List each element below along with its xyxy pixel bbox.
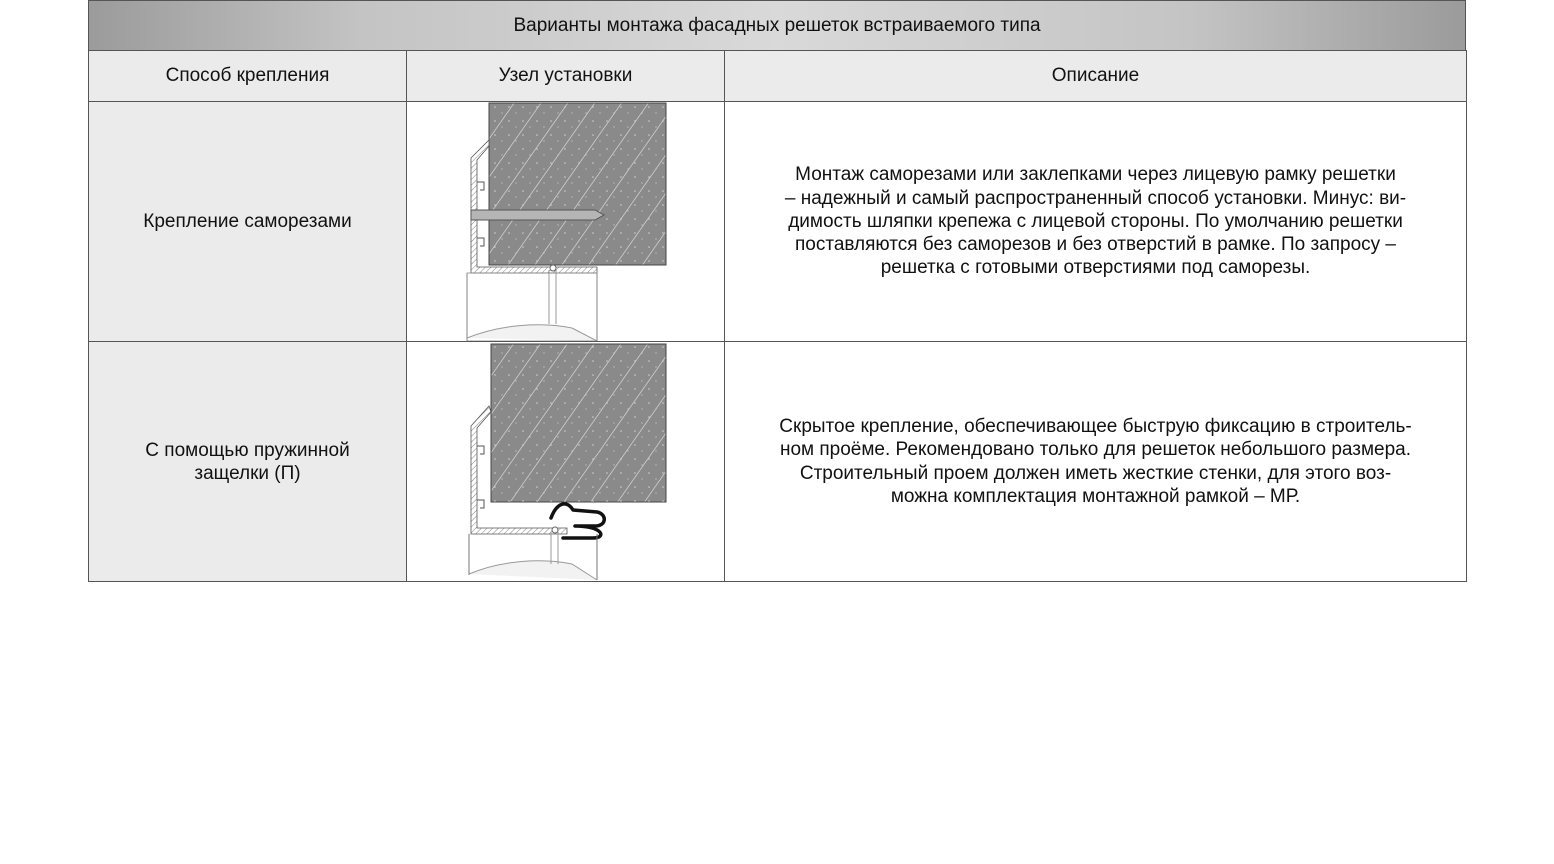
description-cell — [725, 342, 1467, 582]
table-row — [89, 102, 1467, 342]
description-line: Монтаж саморезами или заклепками через лицевую рамку решетки — [795, 164, 1396, 186]
header-row — [89, 51, 1467, 102]
screw-mount-diagram — [407, 102, 725, 341]
spring-latch-diagram — [407, 342, 725, 581]
description-line: димость шляпки крепежа с лицевой стороны. По умолчанию решетки — [788, 210, 1403, 232]
description-line: Строительный проем должен иметь жесткие стенки, для этого воз- — [799, 462, 1392, 484]
node-cell — [407, 342, 725, 582]
description-line: поставляются без саморезов и без отверстий в рамке. По запросу – — [794, 234, 1397, 256]
mounting-options-table — [88, 50, 1467, 582]
method-cell — [89, 102, 407, 342]
table-title: Варианты монтажа фасадных решеток встраиваемого типа — [88, 0, 1466, 50]
header-description: Описание — [725, 51, 1467, 102]
header-method: Способ крепления — [89, 51, 407, 102]
table-row — [89, 342, 1467, 582]
node-cell — [407, 102, 725, 342]
description-line: ном проёме. Рекомендовано только для решеток небольшого размера. — [779, 439, 1412, 461]
description-line: можна комплектация монтажной рамкой – МР. — [890, 485, 1301, 507]
header-node: Узел установки — [407, 51, 725, 102]
method-label: С помощью пружинной — [145, 439, 350, 461]
description-line: Скрытое крепление, обеспечивающее быструю фиксацию в строитель- — [779, 415, 1412, 437]
description-line: – надежный и самый распространенный способ установки. Минус: ви- — [784, 187, 1407, 209]
method-label: защелки (П) — [194, 462, 301, 484]
description-cell — [725, 102, 1467, 342]
method-label: Крепление саморезами — [143, 211, 352, 232]
mounting-table — [88, 0, 1466, 582]
method-cell — [89, 342, 407, 582]
description-line: решетка с готовыми отверстиями под саморезы. — [880, 257, 1311, 279]
